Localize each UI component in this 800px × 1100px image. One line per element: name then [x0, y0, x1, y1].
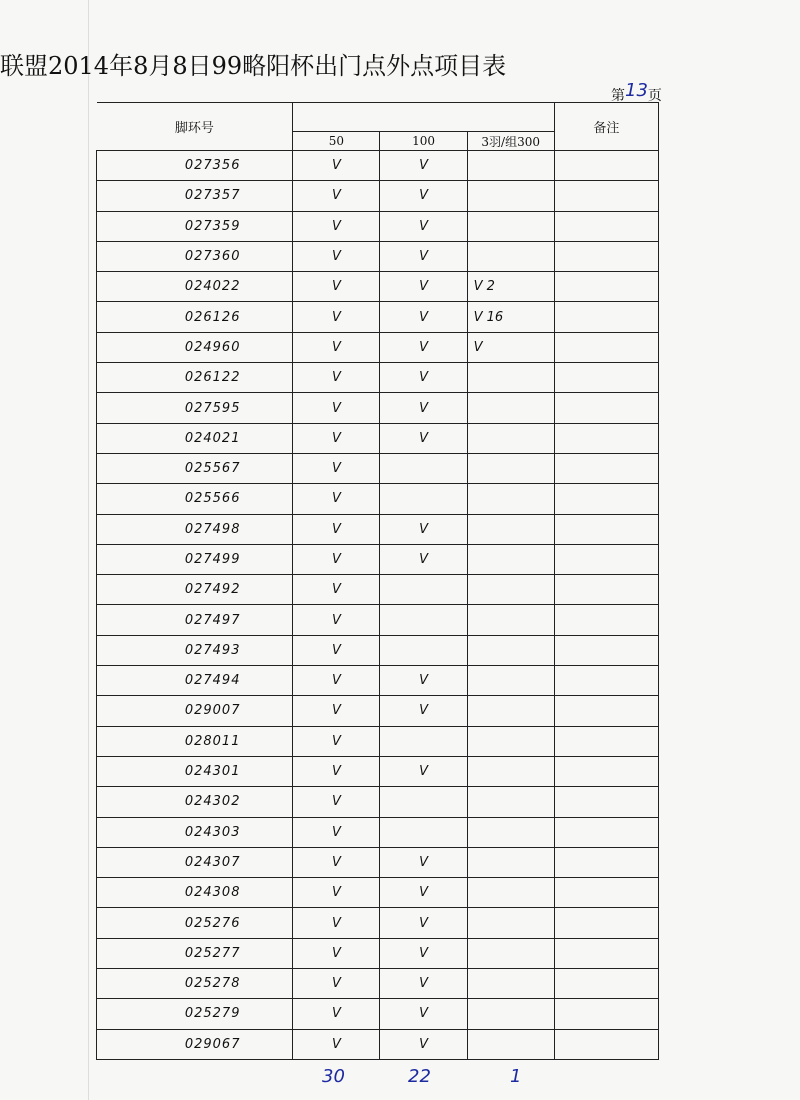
mark-50-cell: V	[293, 878, 380, 908]
mark-50-cell: V	[293, 453, 380, 483]
note-cell	[554, 635, 658, 665]
table-row	[97, 211, 659, 241]
mark-50-cell: V	[293, 787, 380, 817]
note-cell	[554, 605, 658, 635]
mark-300-cell	[467, 453, 554, 483]
mark-300-cell	[467, 181, 554, 211]
ring-number-cell: 025567	[97, 453, 293, 483]
mark-300-cell	[467, 151, 554, 181]
table-row	[97, 635, 659, 665]
table-row	[97, 363, 659, 393]
note-cell	[554, 272, 658, 302]
header-col-50: 50	[293, 132, 380, 151]
table-row	[97, 756, 659, 786]
mark-50-cell: V	[293, 272, 380, 302]
ring-number-cell: 024303	[97, 817, 293, 847]
table-row	[97, 575, 659, 605]
mark-300-cell: V 16	[467, 302, 554, 332]
mark-50-cell: V	[293, 544, 380, 574]
note-cell	[554, 908, 658, 938]
ring-number-cell: 027359	[97, 211, 293, 241]
table-row	[97, 878, 659, 908]
table-row	[97, 514, 659, 544]
mark-50-cell: V	[293, 151, 380, 181]
total-col-50: 30	[322, 1066, 345, 1087]
header-ring-number: 脚环号	[97, 103, 293, 151]
ring-number-cell: 025277	[97, 938, 293, 968]
note-cell	[554, 423, 658, 453]
ring-number-cell: 025278	[97, 969, 293, 999]
mark-300-cell	[467, 423, 554, 453]
mark-100-cell: V	[380, 696, 467, 726]
ring-number-cell: 024022	[97, 272, 293, 302]
note-cell	[554, 817, 658, 847]
mark-300-cell	[467, 726, 554, 756]
mark-50-cell: V	[293, 363, 380, 393]
table-row	[97, 393, 659, 423]
note-cell	[554, 484, 658, 514]
mark-300-cell	[467, 817, 554, 847]
mark-100-cell: V	[380, 847, 467, 877]
mark-300-cell	[467, 605, 554, 635]
note-cell	[554, 999, 658, 1029]
mark-50-cell: V	[293, 514, 380, 544]
mark-300-cell	[467, 878, 554, 908]
mark-300-cell	[467, 756, 554, 786]
page-number-value: 13	[625, 80, 648, 101]
mark-300-cell	[467, 696, 554, 726]
table-row	[97, 605, 659, 635]
table-row	[97, 666, 659, 696]
table-row	[97, 544, 659, 574]
ring-number-cell: 027494	[97, 666, 293, 696]
table-row	[97, 151, 659, 181]
mark-300-cell	[467, 575, 554, 605]
table-row	[97, 1029, 659, 1059]
mark-100-cell	[380, 726, 467, 756]
mark-100-cell	[380, 605, 467, 635]
total-col-100: 22	[408, 1066, 431, 1087]
note-cell	[554, 1029, 658, 1059]
note-cell	[554, 211, 658, 241]
ring-number-cell: 024308	[97, 878, 293, 908]
mark-100-cell: V	[380, 514, 467, 544]
mark-300-cell	[467, 787, 554, 817]
note-cell	[554, 241, 658, 271]
mark-300-cell	[467, 969, 554, 999]
mark-300-cell	[467, 544, 554, 574]
note-cell	[554, 393, 658, 423]
mark-300-cell	[467, 514, 554, 544]
mark-100-cell: V	[380, 908, 467, 938]
mark-50-cell: V	[293, 241, 380, 271]
table-row	[97, 847, 659, 877]
page-fold-line	[88, 0, 89, 1100]
mark-300-cell	[467, 999, 554, 1029]
ring-number-cell: 025566	[97, 484, 293, 514]
mark-50-cell: V	[293, 969, 380, 999]
table-row	[97, 453, 659, 483]
mark-100-cell: V	[380, 363, 467, 393]
ring-number-cell: 027360	[97, 241, 293, 271]
mark-100-cell: V	[380, 969, 467, 999]
note-cell	[554, 696, 658, 726]
mark-100-cell: V	[380, 211, 467, 241]
mark-50-cell: V	[293, 1029, 380, 1059]
mark-100-cell: V	[380, 938, 467, 968]
mark-50-cell: V	[293, 211, 380, 241]
header-project-group	[293, 103, 554, 132]
mark-100-cell: V	[380, 332, 467, 362]
mark-50-cell: V	[293, 635, 380, 665]
mark-100-cell	[380, 787, 467, 817]
table-row	[97, 484, 659, 514]
header-col-300: 3羽/组300	[467, 132, 554, 151]
note-cell	[554, 575, 658, 605]
mark-300-cell	[467, 363, 554, 393]
ring-number-cell: 024307	[97, 847, 293, 877]
ring-number-cell: 027595	[97, 393, 293, 423]
table-row	[97, 272, 659, 302]
mark-100-cell: V	[380, 999, 467, 1029]
table-row	[97, 181, 659, 211]
ring-number-cell: 024302	[97, 787, 293, 817]
mark-50-cell: V	[293, 908, 380, 938]
ring-number-cell: 027356	[97, 151, 293, 181]
mark-300-cell	[467, 484, 554, 514]
mark-100-cell	[380, 635, 467, 665]
note-cell	[554, 302, 658, 332]
mark-100-cell: V	[380, 756, 467, 786]
note-cell	[554, 969, 658, 999]
page-number-suffix: 页	[647, 88, 662, 104]
table-row	[97, 938, 659, 968]
note-cell	[554, 847, 658, 877]
mark-100-cell: V	[380, 544, 467, 574]
ring-number-cell: 027493	[97, 635, 293, 665]
mark-300-cell	[467, 241, 554, 271]
ring-number-cell: 028011	[97, 726, 293, 756]
mark-300-cell	[467, 635, 554, 665]
mark-300-cell	[467, 666, 554, 696]
ring-number-cell: 025276	[97, 908, 293, 938]
note-cell	[554, 756, 658, 786]
total-col-300: 1	[510, 1066, 522, 1087]
table-row	[97, 302, 659, 332]
mark-300-cell	[467, 211, 554, 241]
table-header-row	[97, 103, 659, 132]
table-row	[97, 241, 659, 271]
mark-100-cell: V	[380, 1029, 467, 1059]
note-cell	[554, 363, 658, 393]
note-cell	[554, 726, 658, 756]
mark-300-cell	[467, 393, 554, 423]
ring-number-cell: 027498	[97, 514, 293, 544]
mark-100-cell: V	[380, 666, 467, 696]
mark-50-cell: V	[293, 423, 380, 453]
header-col-100: 100	[380, 132, 467, 151]
mark-300-cell	[467, 938, 554, 968]
ring-number-cell: 029007	[97, 696, 293, 726]
mark-50-cell: V	[293, 393, 380, 423]
mark-50-cell: V	[293, 605, 380, 635]
mark-100-cell: V	[380, 302, 467, 332]
mark-50-cell: V	[293, 696, 380, 726]
note-cell	[554, 878, 658, 908]
mark-100-cell: V	[380, 241, 467, 271]
note-cell	[554, 514, 658, 544]
ring-number-cell: 025279	[97, 999, 293, 1029]
table-row	[97, 969, 659, 999]
mark-100-cell: V	[380, 272, 467, 302]
table-row	[97, 817, 659, 847]
ring-number-cell: 024021	[97, 423, 293, 453]
mark-50-cell: V	[293, 726, 380, 756]
mark-300-cell: V	[467, 332, 554, 362]
mark-300-cell	[467, 847, 554, 877]
ring-number-cell: 027357	[97, 181, 293, 211]
ring-number-cell: 024301	[97, 756, 293, 786]
mark-50-cell: V	[293, 575, 380, 605]
ring-mark-table	[96, 102, 659, 1060]
mark-100-cell	[380, 484, 467, 514]
mark-50-cell: V	[293, 847, 380, 877]
mark-100-cell	[380, 575, 467, 605]
table-row	[97, 908, 659, 938]
note-cell	[554, 332, 658, 362]
ring-number-cell: 027492	[97, 575, 293, 605]
header-note: 备注	[554, 103, 658, 151]
note-cell	[554, 666, 658, 696]
table-row	[97, 726, 659, 756]
mark-50-cell: V	[293, 817, 380, 847]
table-row	[97, 332, 659, 362]
mark-50-cell: V	[293, 302, 380, 332]
note-cell	[554, 453, 658, 483]
table-row	[97, 423, 659, 453]
ring-number-cell: 024960	[97, 332, 293, 362]
mark-50-cell: V	[293, 181, 380, 211]
mark-100-cell: V	[380, 181, 467, 211]
mark-300-cell	[467, 1029, 554, 1059]
mark-50-cell: V	[293, 666, 380, 696]
mark-300-cell: V 2	[467, 272, 554, 302]
mark-100-cell	[380, 453, 467, 483]
ring-number-cell: 027499	[97, 544, 293, 574]
note-cell	[554, 938, 658, 968]
mark-100-cell: V	[380, 393, 467, 423]
mark-300-cell	[467, 908, 554, 938]
mark-50-cell: V	[293, 484, 380, 514]
ring-number-cell: 026122	[97, 363, 293, 393]
note-cell	[554, 787, 658, 817]
form-title: 联盟2014年8月8日99略阳杯出门点外点项目表	[0, 52, 507, 80]
note-cell	[554, 181, 658, 211]
mark-100-cell: V	[380, 151, 467, 181]
mark-100-cell: V	[380, 423, 467, 453]
table-body	[97, 151, 659, 1060]
mark-100-cell: V	[380, 878, 467, 908]
ring-number-cell: 027497	[97, 605, 293, 635]
mark-50-cell: V	[293, 938, 380, 968]
mark-50-cell: V	[293, 999, 380, 1029]
ring-number-cell: 029067	[97, 1029, 293, 1059]
page-number-prefix: 第	[611, 88, 625, 104]
table-row	[97, 696, 659, 726]
ring-number-cell: 026126	[97, 302, 293, 332]
mark-100-cell	[380, 817, 467, 847]
table-row	[97, 787, 659, 817]
note-cell	[554, 151, 658, 181]
note-cell	[554, 544, 658, 574]
mark-50-cell: V	[293, 332, 380, 362]
mark-50-cell: V	[293, 756, 380, 786]
table-row	[97, 999, 659, 1029]
